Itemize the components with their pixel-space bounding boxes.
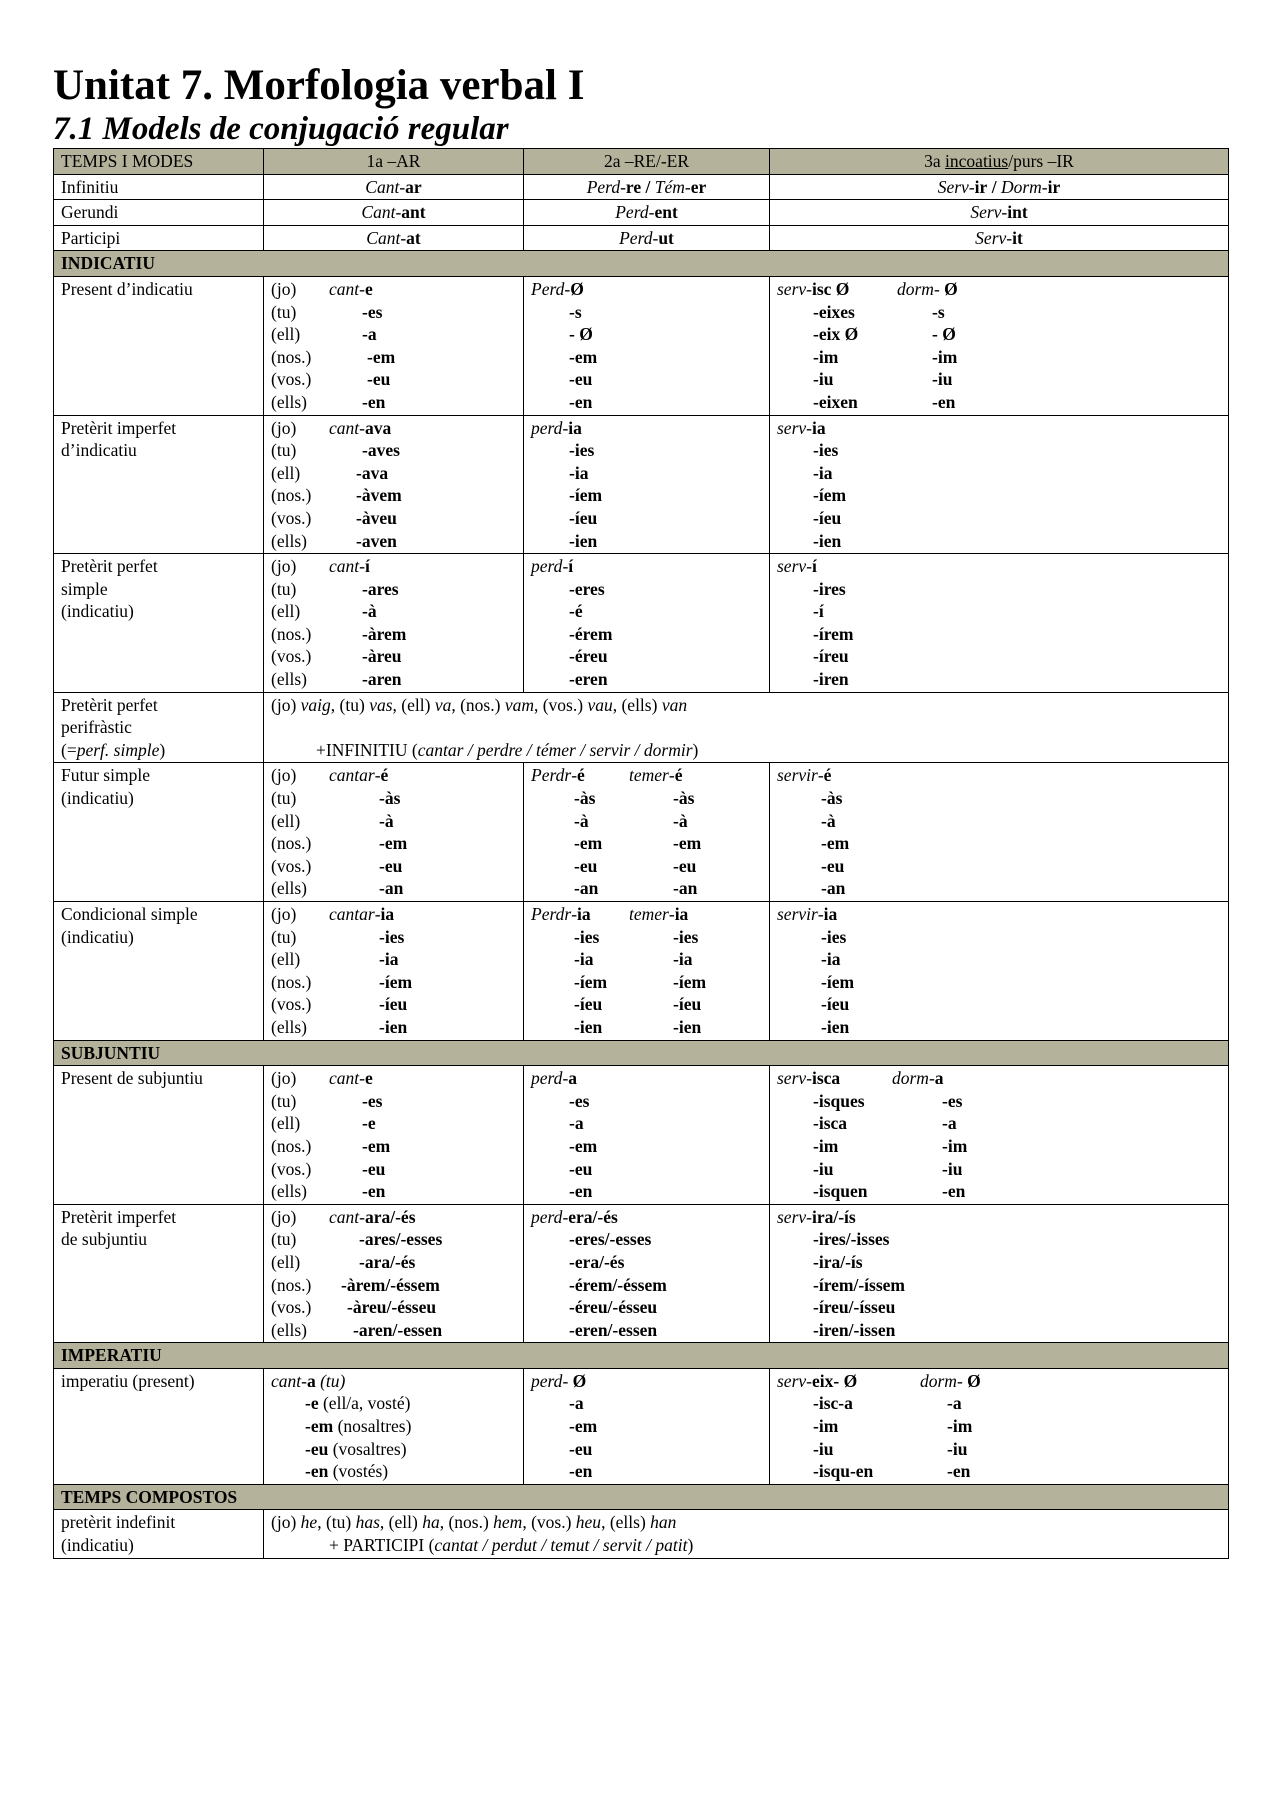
form-row [54,225,1229,251]
conj-3a: serv-eix- Ø dorm- Ø -isc-a -a -im -im -iu -iu -isqu-en -en [770,1368,1229,1484]
conj-3a: serv-isca dorm-a -isques -es -isca -a -im -im -iu -iu -isquen -en [770,1066,1229,1205]
form-cell: Cant-ar [264,174,524,200]
tense-row-imperfet_ind [54,415,1229,554]
section-row-indicatiu [54,251,1229,277]
form-cell: Cant-ant [264,200,524,226]
conj-3a: serv-isc Ø dorm- Ø -eixes -s -eix Ø - Ø -im -im -iu -iu -eixen -en [770,276,1229,415]
section-row-imperatiu [54,1343,1229,1369]
header-cell: TEMPS I MODES [54,149,264,175]
section-label: IMPERATIU [54,1343,1229,1369]
form-cell: Perd-ent [524,200,770,226]
section-label: SUBJUNTIU [54,1040,1229,1066]
conj-1a: (jo) cant-e (tu) -es (ell) -a (nos.) -em (vos.) -eu (ells) -en [264,276,524,415]
form-cell: Serv-ir / Dorm-ir [770,174,1229,200]
conj-3a: serv-í -ires -í -írem -íreu -iren [770,554,1229,693]
document-page [53,62,1228,1559]
form-cell: Perd-re / Tém-er [524,174,770,200]
conj-1a: (jo) cantar-ia (tu) -ies (ell) -ia (nos.) -íem (vos.) -íeu (ells) -ien [264,902,524,1041]
tense-row-condicional [54,902,1229,1041]
form-cell: Serv-int [770,200,1229,226]
row-label: Participi [54,225,264,251]
conj-2a: perd- Ø -a -em -eu -en [524,1368,770,1484]
tense-row-present_ind [54,276,1229,415]
form-row [54,174,1229,200]
form-cell: Cant-at [264,225,524,251]
tense-label: Present d’indicatiu [54,276,264,415]
conj-2a: perd-a -es -a -em -eu -en [524,1066,770,1205]
tense-label: Pretèrit imperfet de subjuntiu [54,1204,264,1343]
tense-row-futur [54,763,1229,902]
form-row [54,200,1229,226]
conj-3a: servir-é -às -à -em -eu -an [770,763,1229,902]
form-cell: Perd-ut [524,225,770,251]
tense-row-imperfet_subj [54,1204,1229,1343]
header-cell: 3a incoatius/purs –IR [770,149,1229,175]
header-cell: 1a –AR [264,149,524,175]
tense-row-perifrastic [54,692,1229,763]
conj-1a: (jo) cant-ara/-és (tu) -ares/-esses (ell) -ara/-és (nos.) -àrem/-éssem (vos.) -àreu/-ésseu (ells) -aren/-essen [264,1204,524,1343]
conj-2a: perd-í -eres -é -érem -éreu -eren [524,554,770,693]
conj-2a: perd-ia -ies -ia -íem -íeu -ien [524,415,770,554]
conj-1a: (jo) cantar-é (tu) -às (ell) -à (nos.) -em (vos.) -eu (ells) -an [264,763,524,902]
conj-1a: (jo) cant-ava (tu) -aves (ell) -ava (nos.) -àvem (vos.) -àveu (ells) -aven [264,415,524,554]
header-cell: 2a –RE/-ER [524,149,770,175]
section-label: TEMPS COMPOSTOS [54,1484,1229,1510]
tense-label: Condicional simple (indicatiu) [54,902,264,1041]
section-row-compostos [54,1484,1229,1510]
conj-3a: serv-ia -ies -ia -íem -íeu -ien [770,415,1229,554]
row-label: Gerundi [54,200,264,226]
perifrastic-forms: (jo) vaig, (tu) vas, (ell) va, (nos.) vam, (vos.) vau, (ells) van +INFINITIU (cantar / perdre / témer / servir / dormir) [264,692,1229,763]
conjugation-table [53,148,1229,1559]
header-row [54,149,1229,175]
indefinit-forms: (jo) he, (tu) has, (ell) ha, (nos.) hem, (vos.) heu, (ells) han + PARTICIPI (cantat / perdut / temut / servit / patit) [264,1510,1229,1558]
section-label: INDICATIU [54,251,1229,277]
conj-2a: Perdr-ia temer-ia -ies -ies -ia -ia -íem -íem -íeu -íeu -ien -ien [524,902,770,1041]
conj-1a: (jo) cant-e (tu) -es (ell) -e (nos.) -em (vos.) -eu (ells) -en [264,1066,524,1205]
conj-2a: perd-era/-és -eres/-esses -era/-és -érem/-éssem -éreu/-ésseu -eren/-essen [524,1204,770,1343]
form-cell: Serv-it [770,225,1229,251]
tense-label: imperatiu (present) [54,1368,264,1484]
tense-row-imperatiu [54,1368,1229,1484]
tense-row-indefinit [54,1510,1229,1558]
unit-title: Unitat 7. Morfologia verbal I [53,62,585,109]
section-subtitle: 7.1 Models de conjugació regular [53,111,509,147]
section-row-subjuntiu [54,1040,1229,1066]
conj-3a: serv-ira/-ís -ires/-isses -ira/-ís -írem/-íssem -íreu/-ísseu -iren/-issen [770,1204,1229,1343]
conj-1a: cant-a (tu) -e (ell/a, vosté) -em (nosaltres) -eu (vosaltres) -en (vostés) [264,1368,524,1484]
conj-2a: Perd-Ø -s - Ø -em -eu -en [524,276,770,415]
tense-label: pretèrit indefinit (indicatiu) [54,1510,264,1558]
conj-3a: servir-ia -ies -ia -íem -íeu -ien [770,902,1229,1041]
tense-label: Pretèrit perfet simple (indicatiu) [54,554,264,693]
tense-label: Pretèrit imperfet d’indicatiu [54,415,264,554]
tense-label: Futur simple (indicatiu) [54,763,264,902]
row-label: Infinitiu [54,174,264,200]
conj-2a: Perdr-é temer-é -às -às -à -à -em -em -eu -eu -an -an [524,763,770,902]
tense-row-present_subj [54,1066,1229,1205]
conj-1a: (jo) cant-í (tu) -ares (ell) -à (nos.) -àrem (vos.) -àreu (ells) -aren [264,554,524,693]
tense-row-perfet_simple [54,554,1229,693]
tense-label: Present de subjuntiu [54,1066,264,1205]
tense-label: Pretèrit perfet perifràstic (=perf. simple) [54,692,264,763]
